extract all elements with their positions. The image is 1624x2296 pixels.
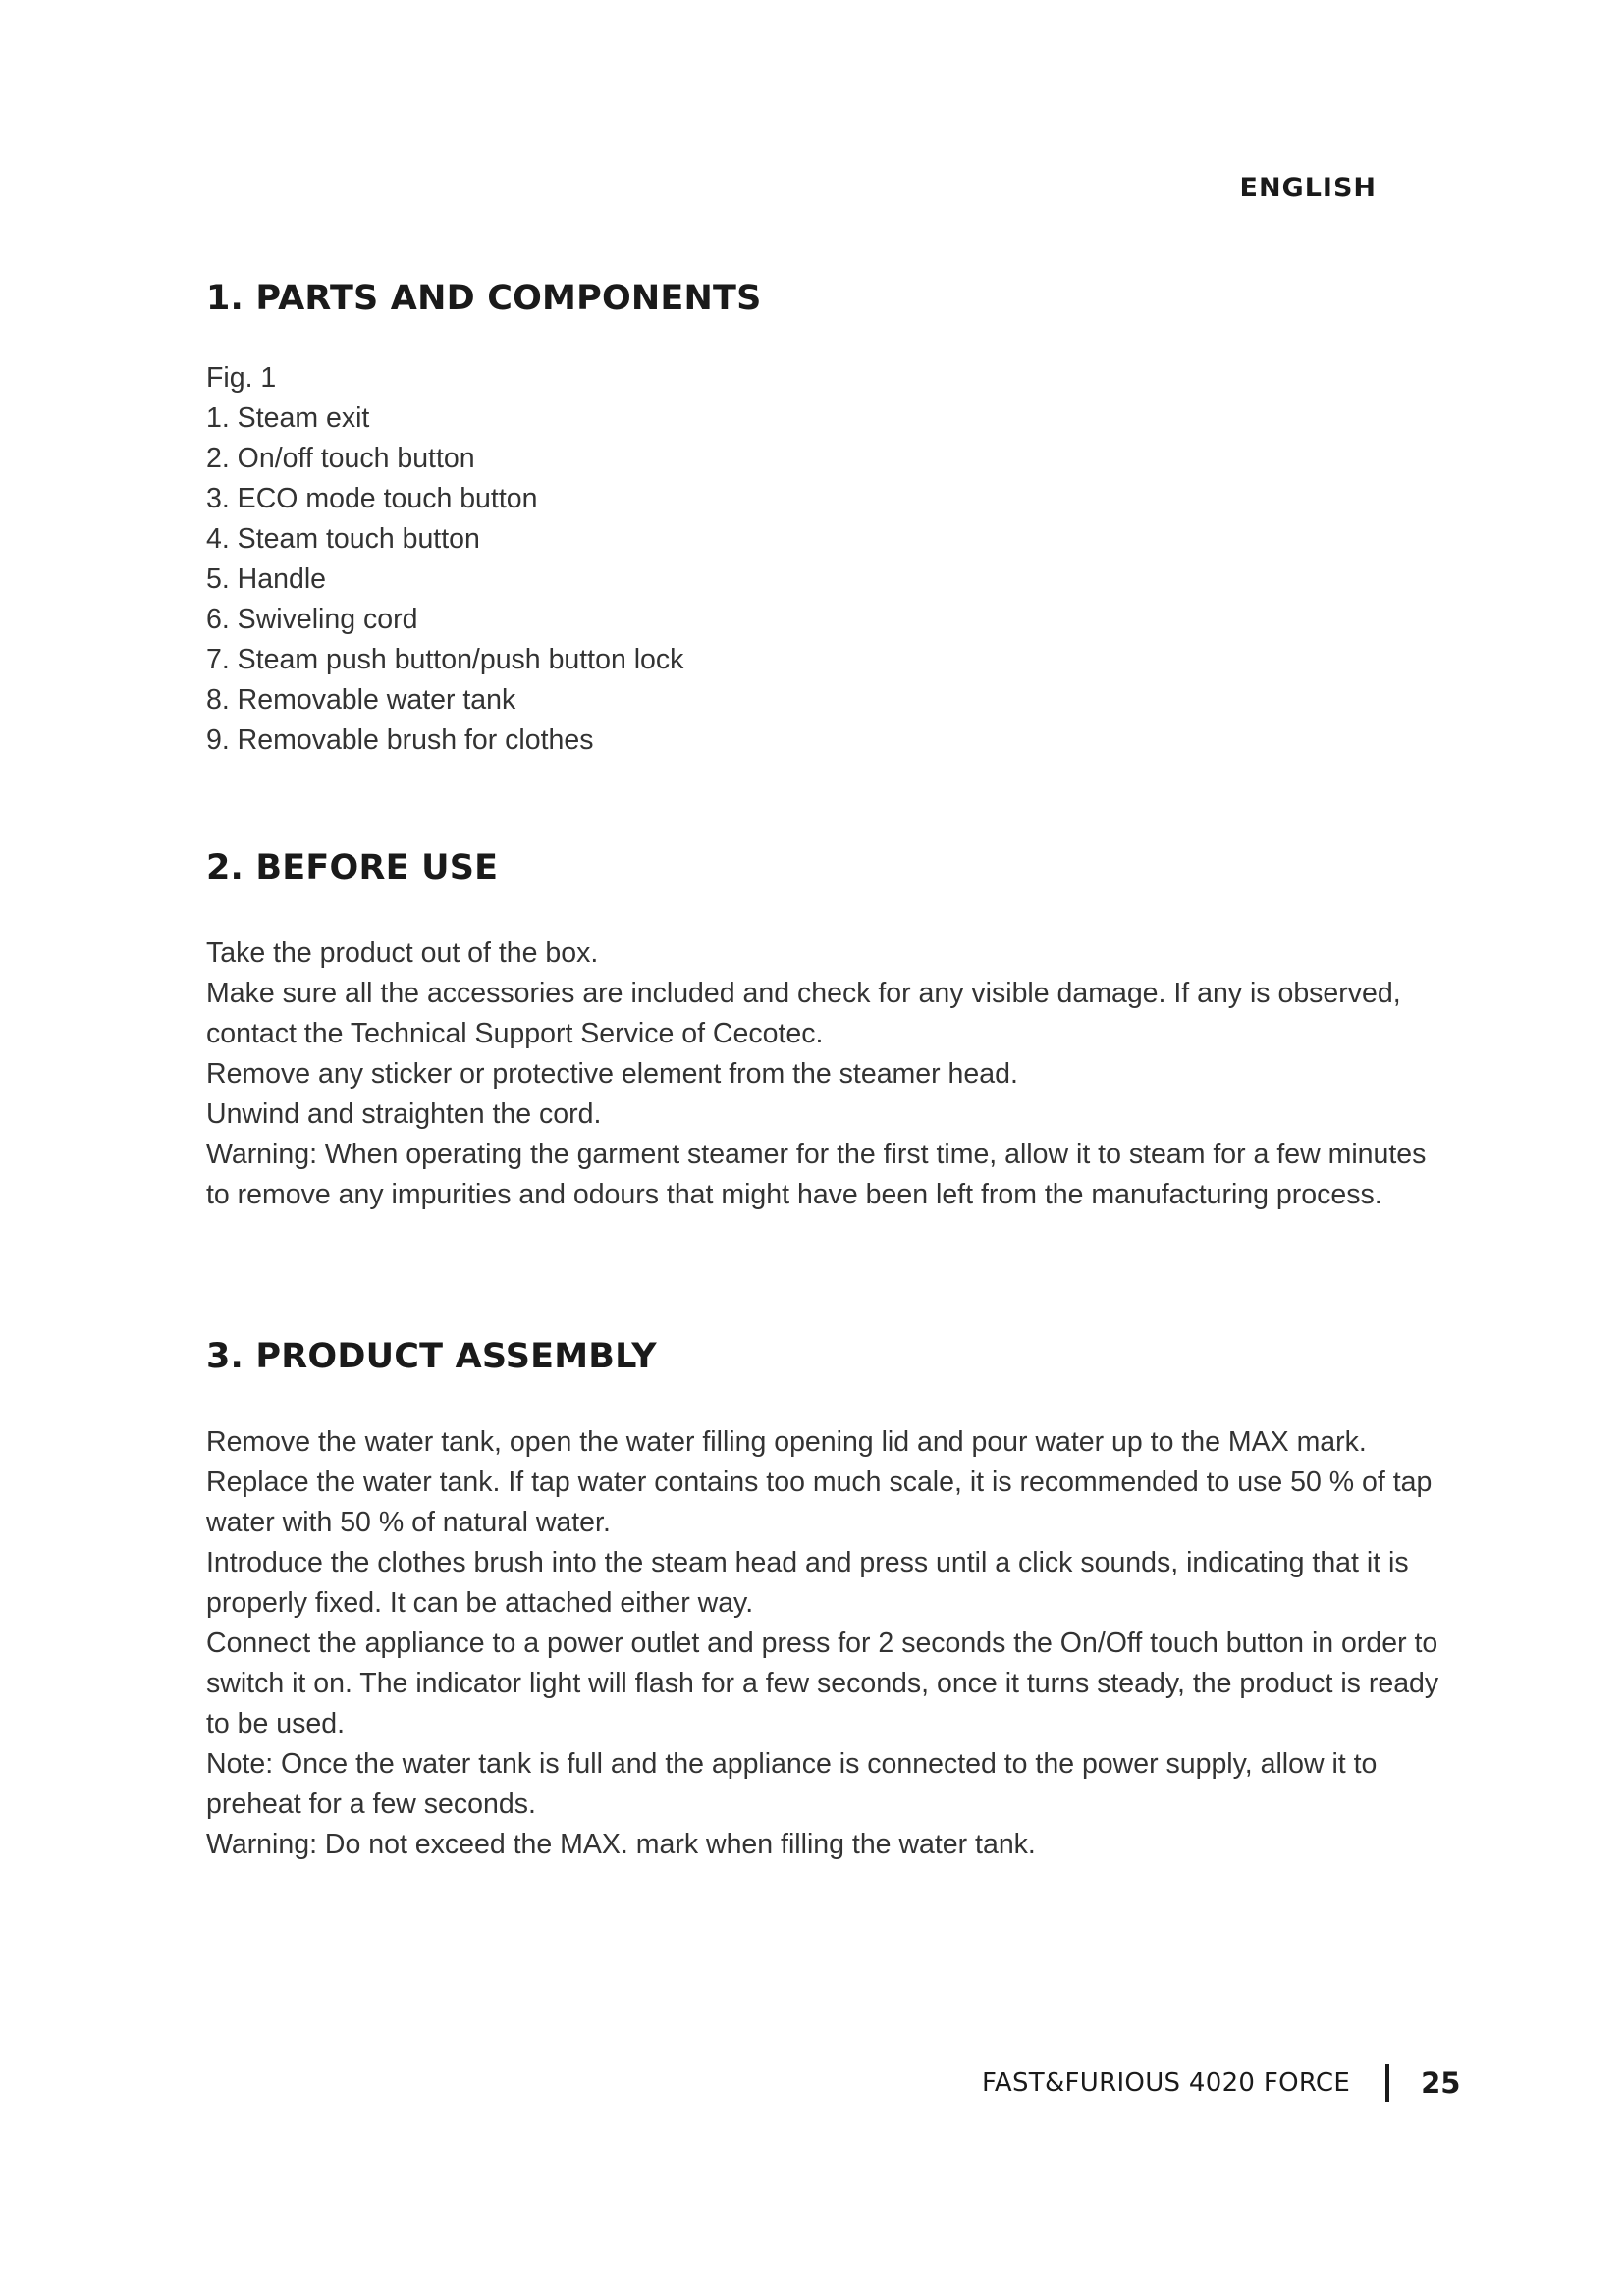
footer-divider xyxy=(1385,2064,1389,2102)
section-before-use xyxy=(206,846,1443,1215)
language-label: ENGLISH xyxy=(1239,173,1377,203)
list-item: 2. On/off touch button xyxy=(206,443,475,474)
list-item: 5. Handle xyxy=(206,563,327,595)
list-item: 1. Steam exit xyxy=(206,402,370,434)
list-item: 9. Removable brush for clothes xyxy=(206,724,594,756)
section-content xyxy=(206,934,1443,1215)
list-item: 3. ECO mode touch button xyxy=(206,483,538,514)
model-name: FAST&FURIOUS 4020 FORCE xyxy=(982,2068,1351,2098)
page-number: 25 xyxy=(1421,2066,1461,2100)
section-content xyxy=(206,358,1443,761)
list-item: 4. Steam touch button xyxy=(206,523,480,555)
page-footer xyxy=(982,2061,1460,2105)
paragraph: Unwind and straighten the cord. xyxy=(206,1098,602,1130)
section-title: 2. BEFORE USE xyxy=(206,848,499,887)
section-product-assembly xyxy=(206,1335,1443,1865)
parts-list xyxy=(206,399,1443,761)
section-title: 1. PARTS AND COMPONENTS xyxy=(206,279,762,318)
paragraph: Introduce the clothes brush into the steam head and press until a click sounds, indicating that it is properly fixed. It can be attached either way. xyxy=(206,1547,1409,1619)
figure-label: Fig. 1 xyxy=(206,362,277,394)
paragraph: Remove any sticker or protective element from the steamer head. xyxy=(206,1058,1018,1090)
paragraph: Warning: When operating the garment steamer for the first time, allow it to steam for a few minutes to remove any impurities and odours that might have been left from the manufacturing process. xyxy=(206,1139,1427,1210)
list-item: 8. Removable water tank xyxy=(206,684,516,716)
section-parts-and-components xyxy=(206,277,1443,761)
paragraph: Remove the water tank, open the water filling opening lid and pour water up to the MAX mark. Replace the water tank. If tap water contains too much scale, it is recommended to use 50 % of tap water with 50 % of natural water. xyxy=(206,1426,1433,1538)
list-item: 7. Steam push button/push button lock xyxy=(206,644,684,675)
section-title: 3. PRODUCT ASSEMBLY xyxy=(206,1337,657,1376)
paragraph: Connect the appliance to a power outlet and press for 2 seconds the On/Off touch button in order to switch it on. The indicator light will flash for a few seconds, once it turns steady, the product is ready to be used. xyxy=(206,1628,1439,1739)
paragraph: Note: Once the water tank is full and the appliance is connected to the power supply, allow it to preheat for a few seconds. xyxy=(206,1748,1378,1820)
list-item: 6. Swiveling cord xyxy=(206,604,418,635)
paragraph: Take the product out of the box. xyxy=(206,937,599,969)
section-content xyxy=(206,1422,1443,1865)
paragraph: Warning: Do not exceed the MAX. mark when filling the water tank. xyxy=(206,1829,1036,1860)
paragraph: Make sure all the accessories are included and check for any visible damage. If any is observed, contact the Technical Support Service of Cecotec. xyxy=(206,978,1401,1049)
